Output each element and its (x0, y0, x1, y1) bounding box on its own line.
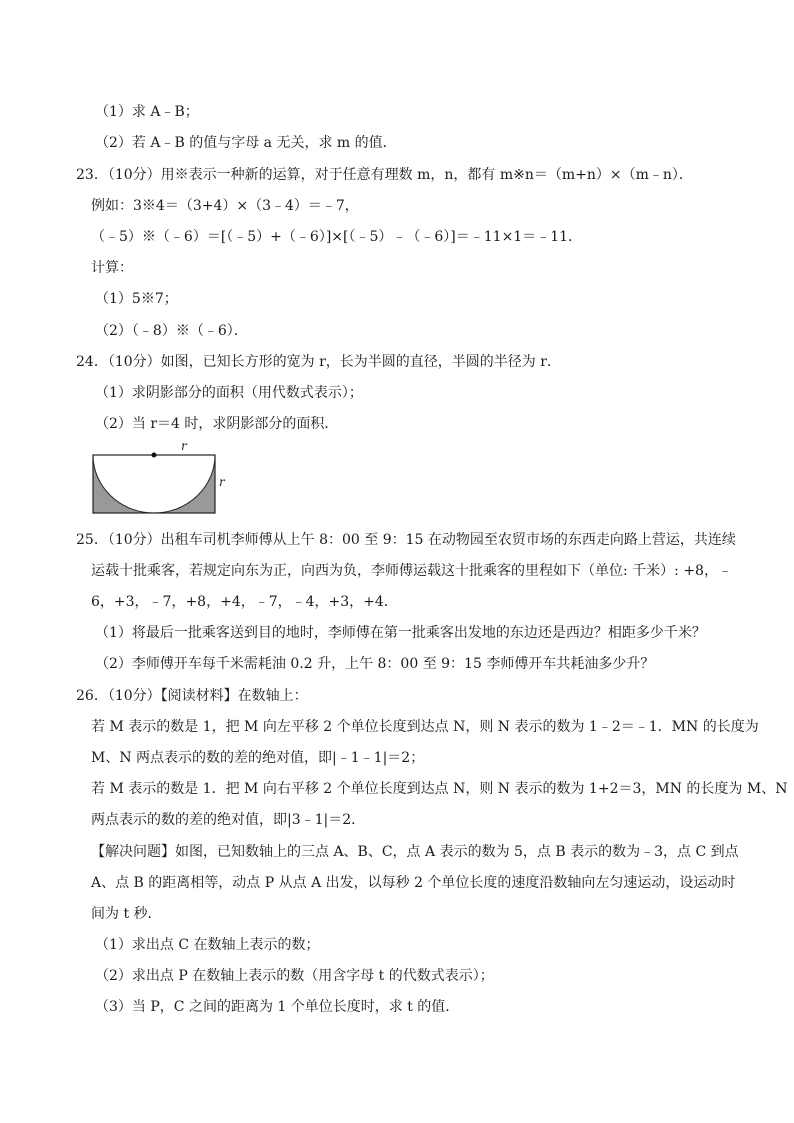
q23-example2: （﹣5）※（﹣6）＝[（﹣5）+（﹣6）]×[（﹣5）﹣（﹣6）]＝﹣11×1＝﹣11． (91, 229, 583, 245)
q25-line3: 6，+3，﹣7，+8，+4，﹣7，﹣4，+3，+4． (91, 594, 398, 610)
q26-part3: （3）当 P，C 之间的距离为 1 个单位长度时，求 t 的值． (95, 999, 460, 1015)
q24-stem: 24．（10分）如图，已知长方形的宽为 r，长为半圆的直径，半圆的半径为 r． (76, 354, 561, 370)
q23-stem: 23．（10分）用※表示一种新的运算，对于任意有理数 m，n，都有 m※n＝（m+n）×（m﹣n）． (76, 167, 693, 183)
q26-reading2: M、N 两点表示的数的差的绝对值，即|﹣1﹣1|＝2； (91, 750, 425, 766)
q23-calc-label: 计算： (91, 260, 133, 276)
center-point (152, 453, 157, 458)
q25-part1: （1）将最后一批乘客送到目的地时，李师傅在第一批乘客出发地的东边还是西边？相距多少千米？ (95, 625, 706, 641)
q25-part2: （2）李师傅开车每千米需耗油 0.2 升，上午 8：00 至 9：15 李师傅开车共耗油多少升？ (95, 656, 655, 672)
q26-solve2: A、点 B 的距离相等，动点 P 从点 A 出发，以每秒 2 个单位长度的速度沿数轴向左匀速运动，设运动时 (91, 875, 736, 891)
q26-solve3: 间为 t 秒． (91, 906, 162, 922)
q25-line2: 运载十批乘客，若规定向东为正，向西为负，李师傅运载这十批乘客的里程如下（单位: 千米）: +8，﹣ (91, 563, 732, 579)
radius-label-top: r (181, 440, 187, 453)
q26-solve1: 【解决问题】如图，已知数轴上的三点 A、B、C，点 A 表示的数为 5，点 B 表示的数为﹣3，点 C 到点 (91, 844, 739, 860)
radius-label-right: r (219, 475, 225, 489)
q26-stem: 26．（10分）【阅读材料】在数轴上： (76, 688, 308, 704)
rectangle-semicircle-figure (90, 440, 230, 518)
q24-part2: （2）当 r＝4 时，求阴影部分的面积． (95, 416, 339, 432)
q22-part2: （2）若 A﹣B 的值与字母 a 无关，求 m 的值． (95, 135, 397, 151)
q23-example1: 例如：3※4＝（3+4）×（3﹣4）＝﹣7， (91, 198, 359, 214)
q22-part1: （1）求 A﹣B； (95, 104, 199, 120)
q26-reading4: 两点表示的数的差的绝对值，即|3﹣1|＝2． (91, 812, 366, 828)
q26-reading3: 若 M 表示的数是 1．把 M 向右平移 2 个单位长度到达点 N，则 N 表示的数为 1+2＝3，MN 的长度为 M、N (91, 781, 788, 797)
q26-part1: （1）求出点 C 在数轴上表示的数； (95, 937, 320, 953)
q26-reading1: 若 M 表示的数是 1，把 M 向左平移 2 个单位长度到达点 N，则 N 表示的数为 1﹣2＝﹣1．MN 的长度为 (91, 719, 759, 735)
q26-part2: （2）求出点 P 在数轴上表示的数（用含字母 t 的代数式表示）； (95, 968, 494, 984)
q24-part1: （1）求阴影部分的面积（用代数式表示）； (95, 385, 363, 401)
q23-part1: （1）5※7； (95, 291, 178, 307)
q25-line1: 25．（10分）出租车司机李师傅从上午 8：00 至 9：15 在动物园至农贸市场的东西走向路上营运，共连续 (76, 532, 736, 548)
q23-part2: （2）（﹣8）※（﹣6）． (95, 323, 248, 339)
